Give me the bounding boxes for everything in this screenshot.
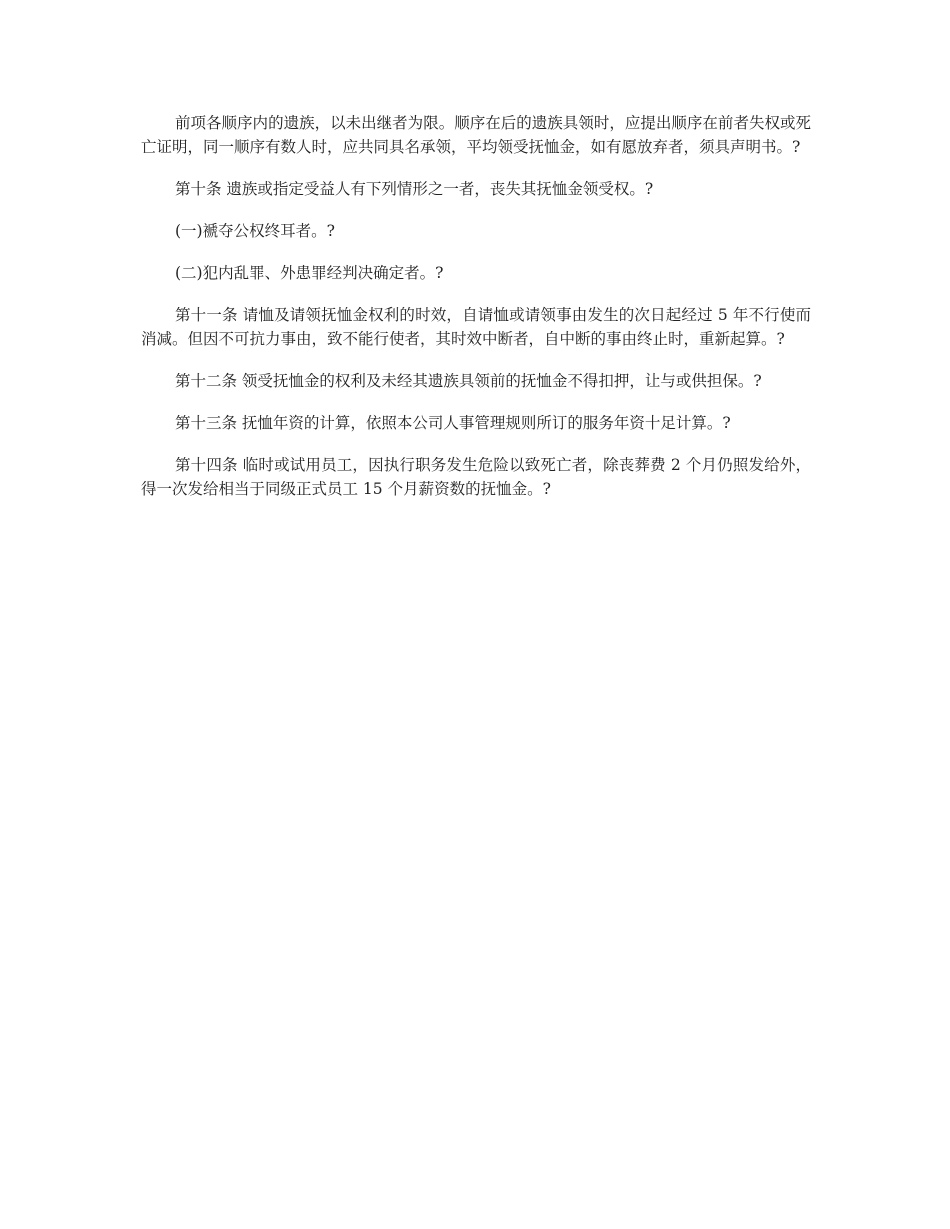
paragraph-succession-order: 前项各顺序内的遗族，以未出继者为限。顺序在后的遗族具领时，应提出顺序在前者失权或死亡证明，同一顺序有数人时，应共同具名承领，平均领受抚恤金，如有愿放弃者，须具声明书。? (141, 114, 811, 156)
paragraph-article-13: 第十三条 抚恤年资的计算，依照本公司人事管理规则所订的服务年资十足计算。? (175, 414, 731, 432)
paragraph-article-14: 第十四条 临时或试用员工，因执行职务发生危险以致死亡者，除丧葬费 2 个月仍照发给外，得一次发给相当于同级正式员工 15 个月薪资数的抚恤金。? (141, 456, 811, 498)
paragraph-article-10: 第十条 遗族或指定受益人有下列情形之一者，丧失其抚恤金领受权。? (175, 180, 654, 198)
paragraph-article-11: 第十一条 请恤及请领抚恤金权利的时效，自请恤或请领事由发生的次日起经过 5 年不行使而消减。但因不可抗力事由，致不能行使者，其时效中断者，自中断的事由终止时，重新起算。? (141, 306, 811, 348)
paragraph-article-10-item-2: (二)犯内乱罪、外患罪经判决确定者。? (175, 264, 444, 282)
paragraph-article-12: 第十二条 领受抚恤金的权利及未经其遗族具领前的抚恤金不得扣押，让与或供担保。? (175, 372, 762, 390)
paragraph-article-10-item-1: (一)褫夺公权终耳者。? (175, 222, 335, 240)
document-body (141, 111, 811, 519)
